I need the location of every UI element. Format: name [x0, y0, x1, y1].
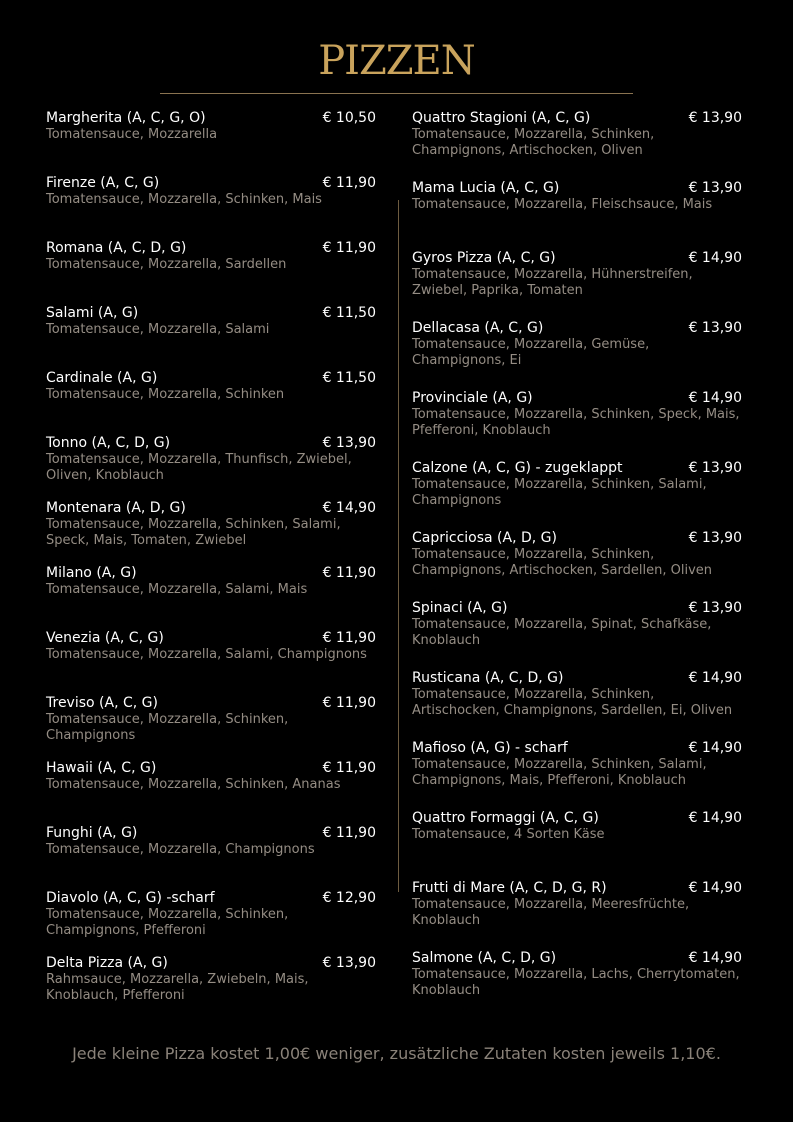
item-description: Tomatensauce, Mozzarella, Sardellen: [46, 257, 287, 272]
item-description: Tomatensauce, Mozzarella, Fleischsauce, Mais: [412, 197, 713, 212]
item-price: € 14,90: [688, 880, 742, 896]
menu-item: [46, 955, 376, 1004]
page-title: PIZZEN: [318, 38, 475, 84]
item-name: Delta Pizza (A, G): [46, 955, 168, 971]
item-name: Tonno (A, C, D, G): [46, 435, 171, 451]
item-price: € 10,50: [322, 110, 376, 126]
item-price: € 14,90: [688, 390, 742, 406]
item-description: Tomatensauce, Mozzarella, Schinken, Salami, Champignons: [412, 477, 707, 508]
item-price: € 13,90: [322, 435, 376, 451]
item-name: Provinciale (A, G): [412, 390, 533, 406]
item-price: € 13,90: [688, 110, 742, 126]
item-description: Tomatensauce, Mozzarella, Schinken, Champignons, Pfefferoni: [46, 907, 289, 938]
menu-item: [46, 305, 376, 338]
item-name: Funghi (A, G): [46, 825, 138, 841]
item-price: € 11,50: [322, 370, 376, 386]
item-description: Tomatensauce, Mozzarella, Hühnerstreifen, Zwiebel, Paprika, Tomaten: [412, 267, 693, 298]
item-description: Tomatensauce, Mozzarella, Schinken: [46, 387, 285, 402]
item-description: Tomatensauce, Mozzarella, Meeresfrüchte, Knoblauch: [412, 897, 690, 928]
item-name: Dellacasa (A, C, G): [412, 320, 544, 336]
item-name: Diavolo (A, C, G) -scharf: [46, 890, 215, 906]
menu-item: [412, 460, 742, 509]
menu-item: [412, 390, 742, 439]
menu-item: [412, 600, 742, 649]
menu-item: [412, 740, 742, 789]
item-description: Tomatensauce, Mozzarella, Schinken, Champignons, Artischocken, Sardellen, Oliven: [412, 547, 713, 578]
item-description: Tomatensauce, 4 Sorten Käse: [412, 827, 605, 842]
item-description: Tomatensauce, Mozzarella, Schinken, Artischocken, Champignons, Sardellen, Ei, Oliven: [412, 687, 733, 718]
menu-item: [46, 110, 376, 143]
menu-item: [412, 530, 742, 579]
item-price: € 11,90: [322, 175, 376, 191]
item-description: Tomatensauce, Mozzarella, Schinken, Champignons, Artischocken, Oliven: [412, 127, 655, 158]
item-description: Tomatensauce, Mozzarella, Lachs, Cherrytomaten, Knoblauch: [412, 967, 740, 998]
item-description: Tomatensauce, Mozzarella, Schinken, Salami, Speck, Mais, Tomaten, Zwiebel: [46, 517, 341, 548]
menu-item: [46, 435, 376, 484]
item-price: € 11,50: [322, 305, 376, 321]
item-name: Hawaii (A, C, G): [46, 760, 157, 776]
item-price: € 13,90: [688, 320, 742, 336]
item-price: € 13,90: [688, 530, 742, 546]
item-price: € 11,90: [322, 630, 376, 646]
item-description: Tomatensauce, Mozzarella, Salami, Champignons: [46, 647, 367, 662]
item-description: Tomatensauce, Mozzarella, Thunfisch, Zwiebel, Oliven, Knoblauch: [46, 452, 352, 483]
item-price: € 14,90: [688, 250, 742, 266]
menu-item: [46, 760, 376, 793]
item-name: Quattro Stagioni (A, C, G): [412, 110, 591, 126]
item-name: Rusticana (A, C, D, G): [412, 670, 564, 686]
item-price: € 14,90: [688, 950, 742, 966]
item-price: € 11,90: [322, 825, 376, 841]
menu-item: [46, 630, 376, 663]
item-name: Frutti di Mare (A, C, D, G, R): [412, 880, 607, 896]
item-price: € 11,90: [322, 695, 376, 711]
item-description: Tomatensauce, Mozzarella, Salami: [46, 322, 270, 337]
item-name: Montenara (A, D, G): [46, 500, 186, 516]
menu-item: [412, 110, 742, 159]
item-name: Mafioso (A, G) - scharf: [412, 740, 568, 756]
menu-item: [46, 825, 376, 858]
item-name: Romana (A, C, D, G): [46, 240, 187, 256]
menu-item: [412, 320, 742, 369]
item-name: Spinaci (A, G): [412, 600, 508, 616]
item-price: € 14,90: [688, 740, 742, 756]
menu-item: [46, 695, 376, 744]
item-description: Tomatensauce, Mozzarella, Gemüse, Champignons, Ei: [412, 337, 650, 368]
menu-item: [412, 670, 742, 719]
item-description: Tomatensauce, Mozzarella, Champignons: [46, 842, 315, 857]
item-name: Quattro Formaggi (A, C, G): [412, 810, 599, 826]
menu-item: [412, 880, 742, 929]
menu-item: [412, 950, 742, 999]
item-name: Firenze (A, C, G): [46, 175, 160, 191]
column-divider: [398, 200, 399, 892]
menu-item: [46, 890, 376, 939]
item-price: € 12,90: [322, 890, 376, 906]
menu-item: [46, 500, 376, 549]
item-price: € 13,90: [688, 600, 742, 616]
menu-item: [412, 810, 742, 843]
item-name: Mama Lucia (A, C, G): [412, 180, 560, 196]
item-description: Tomatensauce, Mozzarella, Schinken, Champignons: [46, 712, 289, 743]
item-price: € 11,90: [322, 760, 376, 776]
menu-item: [46, 175, 376, 208]
item-name: Venezia (A, C, G): [46, 630, 164, 646]
item-name: Margherita (A, C, G, O): [46, 110, 206, 126]
menu-item: [46, 565, 376, 598]
item-price: € 13,90: [322, 955, 376, 971]
item-description: Rahmsauce, Mozzarella, Zwiebeln, Mais, Knoblauch, Pfefferoni: [46, 972, 309, 1003]
item-price: € 13,90: [688, 180, 742, 196]
item-description: Tomatensauce, Mozzarella, Schinken, Speck, Mais, Pfefferoni, Knoblauch: [412, 407, 740, 438]
item-description: Tomatensauce, Mozzarella, Schinken, Salami, Champignons, Mais, Pfefferoni, Knoblauch: [412, 757, 707, 788]
item-description: Tomatensauce, Mozzarella, Schinken, Ananas: [46, 777, 341, 792]
item-description: Tomatensauce, Mozzarella, Schinken, Mais: [46, 192, 322, 207]
item-description: Tomatensauce, Mozzarella, Spinat, Schafkäse, Knoblauch: [412, 617, 712, 648]
item-price: € 14,90: [322, 500, 376, 516]
item-price: € 14,90: [688, 670, 742, 686]
item-price: € 14,90: [688, 810, 742, 826]
item-name: Treviso (A, C, G): [46, 695, 158, 711]
item-name: Gyros Pizza (A, C, G): [412, 250, 556, 266]
item-description: Tomatensauce, Mozzarella, Salami, Mais: [46, 582, 308, 597]
item-price: € 11,90: [322, 565, 376, 581]
item-name: Milano (A, G): [46, 565, 137, 581]
item-name: Capricciosa (A, D, G): [412, 530, 557, 546]
item-price: € 11,90: [322, 240, 376, 256]
item-name: Cardinale (A, G): [46, 370, 158, 386]
item-name: Salami (A, G): [46, 305, 139, 321]
item-name: Salmone (A, C, D, G): [412, 950, 557, 966]
menu-item: [46, 240, 376, 273]
item-description: Tomatensauce, Mozzarella: [46, 127, 218, 142]
title-underline: [160, 93, 633, 94]
menu-item: [412, 250, 742, 299]
menu-item: [412, 180, 742, 213]
footer-note: Jede kleine Pizza kostet 1,00€ weniger, zusätzliche Zutaten kosten jeweils 1,10€.: [72, 1044, 721, 1063]
item-price: € 13,90: [688, 460, 742, 476]
item-name: Calzone (A, C, G) - zugeklappt: [412, 460, 623, 476]
menu-item: [46, 370, 376, 403]
